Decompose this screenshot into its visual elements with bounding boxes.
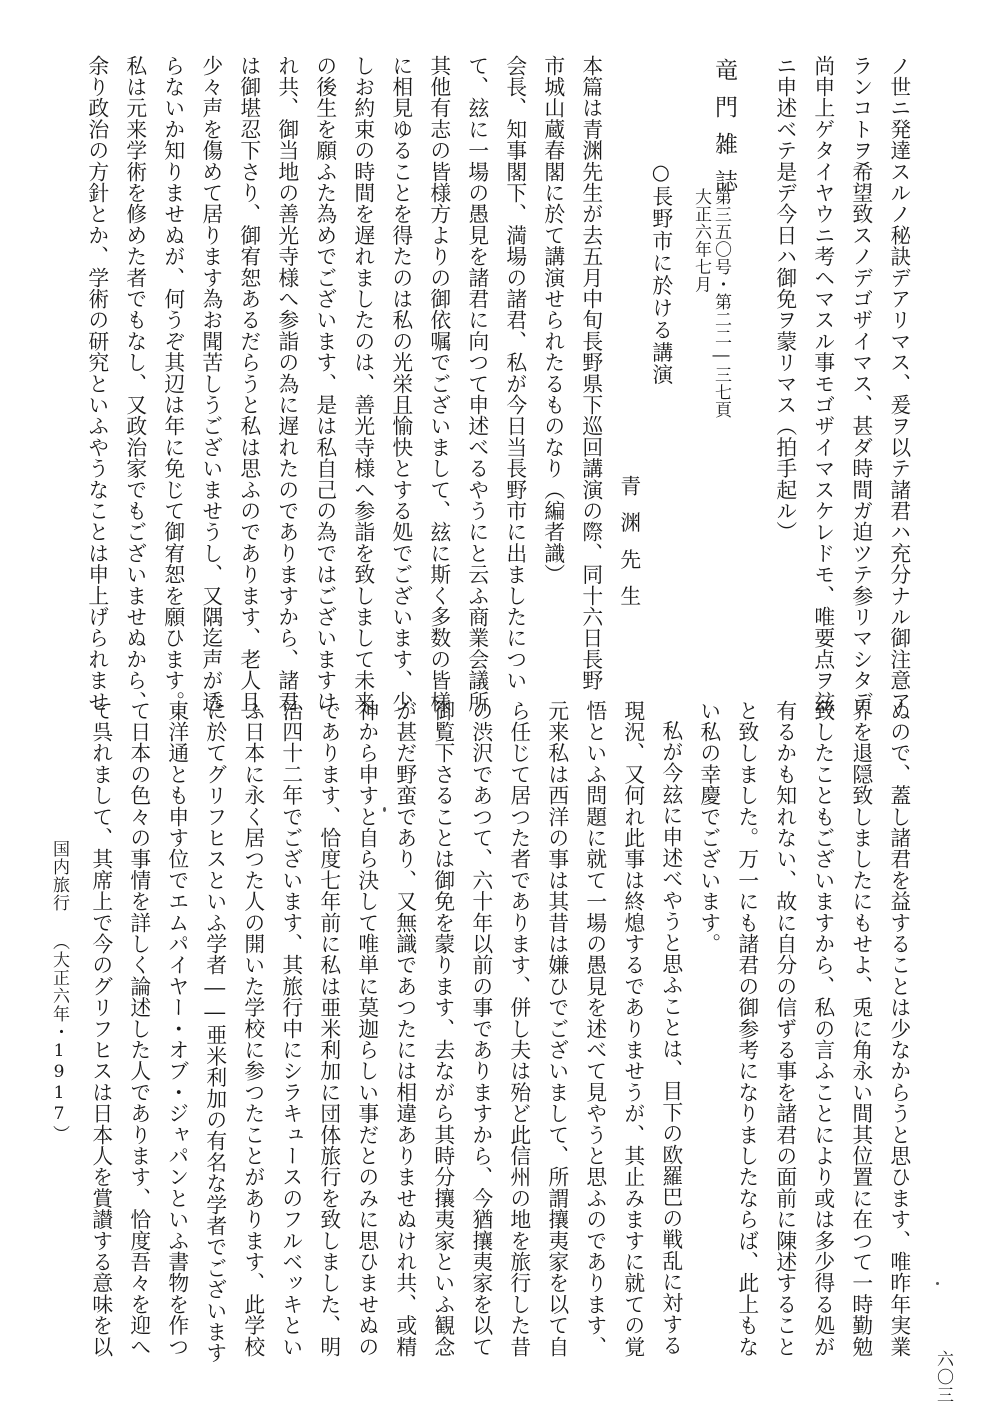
lecture-text-line-17: と致しました。万一にも諸君の御参考になりましたならば、此上もな	[734, 700, 759, 1358]
lecture-text-line-11: 私は元来学術を修めた者でもなし、又政治家でもございませぬから、	[122, 55, 147, 713]
prev-article-line-3: 尚申上ゲタイヤウニ考ヘマスル事モゴザイマスケレドモ、唯要点ヲ玆	[810, 55, 835, 713]
lecture-text-line-9: 少々声を傷めて居ります為お聞苦しうございませうし、又隅迄声が透	[198, 55, 223, 713]
journal-name: 竜門雑誌	[711, 58, 737, 206]
lecture-text-line-22: 元来私は西洋の事は其昔は嫌ひでございまして、所謂攘夷家を以て自	[544, 700, 569, 1358]
prev-article-line-2: ランコトヲ希望致スノデゴザイマス、甚ダ時間ガ迫ツテ参リマシタデ	[848, 55, 873, 713]
lecture-text-line-33: て日本の色々の事情を詳しく論述した人であります、恰度吾々を迎へ	[126, 700, 151, 1358]
lecture-text-line-10: らないか知りませぬが、何うぞ其辺は年に免じて御宥恕を願ひます。	[160, 55, 185, 713]
lecture-title: ○長野市に於ける講演	[648, 160, 673, 387]
scan-speck	[383, 807, 386, 812]
lecture-text-line-20: 現況、又何れ此事は終熄するでありませうが、其止みますに就ての覚	[620, 700, 645, 1358]
lecture-text-line-24: の渋沢であつて、六十年以前の事でありますから、今猶攘夷家を以て	[468, 700, 493, 1358]
lecture-text-line-34: て呉れまして、其席上で今のグリフヒスは日本人を賞讃する意味を以	[88, 700, 113, 1358]
lecture-text-line-2: て、玆に一場の愚見を諸君に向つて申述べるやうにと云ふ商業会議所	[464, 55, 489, 713]
issue-date: 大正六年七月	[691, 188, 711, 293]
lecture-text-line-27: 神から申すと自ら決して唯単に莫迦らしい事だとのみに思ひませぬの	[354, 700, 379, 1358]
scan-speck	[936, 1282, 939, 1285]
prev-article-line-4: ニ申述ベテ是デ今日ハ御免ヲ蒙リマス（拍手起ル）	[772, 55, 797, 543]
lecture-text-line-32: 東洋通とも申す位でエムパイヤー・オブ・ジャパンといふ書物を作つ	[164, 700, 189, 1358]
lecture-text-line-29: 治四十二年でございます、其旅行中にシラキュースのフルベッキとい	[278, 700, 303, 1358]
lecture-text-line-28: であります、恰度七年前に私は亜米利加に団体旅行を致しました、明	[316, 700, 341, 1358]
page-number: 六〇三	[933, 1350, 953, 1404]
lecture-text-line-6: の後生を願ふた為めでございます、是は私自己の為ではございますけ	[312, 55, 337, 713]
issue-number: 第三五〇号・第二二―三七頁	[711, 188, 731, 419]
prev-article-line-1: ノ世ニ発達スルノ秘訣デアリマス、爰ヲ以テ諸君ハ充分ナル御注意ア	[886, 55, 911, 713]
lecture-text-line-13: ぬので、蓋し諸君を益することは少なからうと思ひます、唯昨年実業	[886, 700, 911, 1358]
lecture-text-line-16: 有るかも知れない、故に自分の信ずる事を諸君の面前に陳述すること	[772, 700, 797, 1358]
lecture-text-line-1: 会長、知事閣下、満場の諸君、私が今日当長野市に出ましたについ	[502, 55, 527, 691]
lecture-text-line-31: に於てグリフヒスといふ学者――亜米利加の有名な学者でございます	[202, 700, 227, 1364]
running-header: 国内旅行 （大正六年・1917）	[49, 840, 69, 1143]
lecture-text-line-30: ふ日本に永く居つた人の開いた学校に参つたことがあります、此学校	[240, 700, 265, 1358]
lecture-text-line-18: い私の幸慶でございます。	[696, 700, 721, 955]
lecture-intro-line-2: 市城山蔵春閣に於て講演せられたるものなり（編者識）	[540, 55, 565, 585]
lecture-text-line-5: しお約束の時間を遅れましたのは、善光寺様へ参詣を致しまして未来	[350, 55, 375, 713]
lecture-text-line-23: ら任じて居つた者であります、併し夫は殆ど此信州の地を旅行した昔	[506, 700, 531, 1358]
lecture-text-line-26: が甚だ野蛮であり、又無識であつたには相違ありませぬけれ共、或精	[392, 700, 417, 1358]
lecture-author: 青渊先生	[616, 475, 641, 623]
lecture-text-line-15: 致したこともございますから、私の言ふことにより或は多少得る処が	[810, 700, 835, 1358]
lecture-text-line-25: 御覧下さることは御免を蒙ります、去ながら其時分攘夷家といふ観念	[430, 700, 455, 1358]
lecture-text-line-21: 悟といふ問題に就て一場の愚見を述べて見やうと思ふのであります、	[582, 700, 607, 1358]
lecture-intro-line-1: 本篇は青渊先生が去五月中旬長野県下巡回講演の際、同十六日長野	[578, 55, 603, 691]
lecture-text-line-14: 界を退隠致しましたにもせよ、兎に角永い間其位置に在つて一時勤勉	[848, 700, 873, 1358]
lecture-text-line-4: に相見ゆることを得たのは私の光栄且愉快とする処でございます、少	[388, 55, 413, 713]
lecture-text-line-8: は御堪忍下さり、御宥恕あるだらうと私は思ふのであります、老人且	[236, 55, 261, 713]
lecture-text-line-3: 其他有志の皆様方よりの御依嘱でございまして、玆に斯く多数の皆様	[426, 55, 451, 713]
lecture-text-line-12: 余り政治の方針とか、学術の研究といふやうなことは申上げられませ	[84, 55, 109, 713]
lecture-text-line-19: 私が今玆に申述べやうと思ふことは、目下の欧羅巴の戦乱に対する	[658, 720, 683, 1356]
lecture-text-line-7: れ共、御当地の善光寺様へ参詣の為に遅れたのでありますから、諸君	[274, 55, 299, 713]
